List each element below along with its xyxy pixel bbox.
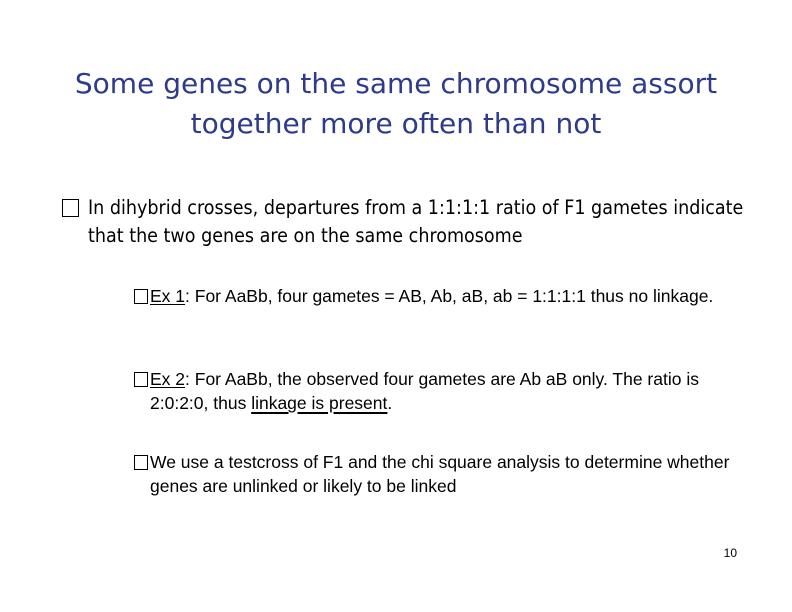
bullet-example-1 [134,284,750,308]
slide-title-line1: Some genes on the same chromosome assort [74,67,718,100]
square-bullet-icon [62,199,79,217]
example-2-text: : For AaBb, the observed four gametes are Ab aB only. The ratio is 2:0:2:0, thus [150,369,699,413]
bullet-example-2 [134,367,750,415]
square-bullet-icon [134,455,148,470]
example-1-text: : For AaBb, four gametes = AB, Ab, aB, ab = 1:1:1:1 thus no linkage. [185,286,714,306]
bullet-testcross-text: We use a testcross of F1 and the chi square analysis to determine whether genes are unlinked or likely to be linked [150,452,730,496]
bullet-dihybrid [62,194,748,250]
square-bullet-icon [134,289,148,304]
example-1-label: Ex 1 [150,286,186,306]
page-number: 10 [723,546,737,560]
example-2-period: . [387,393,393,413]
slide-title-line2: together more often than not [190,107,602,140]
linkage-present-text: linkage is present [251,393,388,413]
bullet-testcross [134,450,750,498]
square-bullet-icon [134,372,148,387]
bullet-dihybrid-text: In dihybrid crosses, departures from a 1:1:1:1 ratio of F1 gametes indicate that the two genes are on the same chromosome [88,196,744,247]
slide-title [40,64,752,144]
example-2-label: Ex 2 [150,369,186,389]
